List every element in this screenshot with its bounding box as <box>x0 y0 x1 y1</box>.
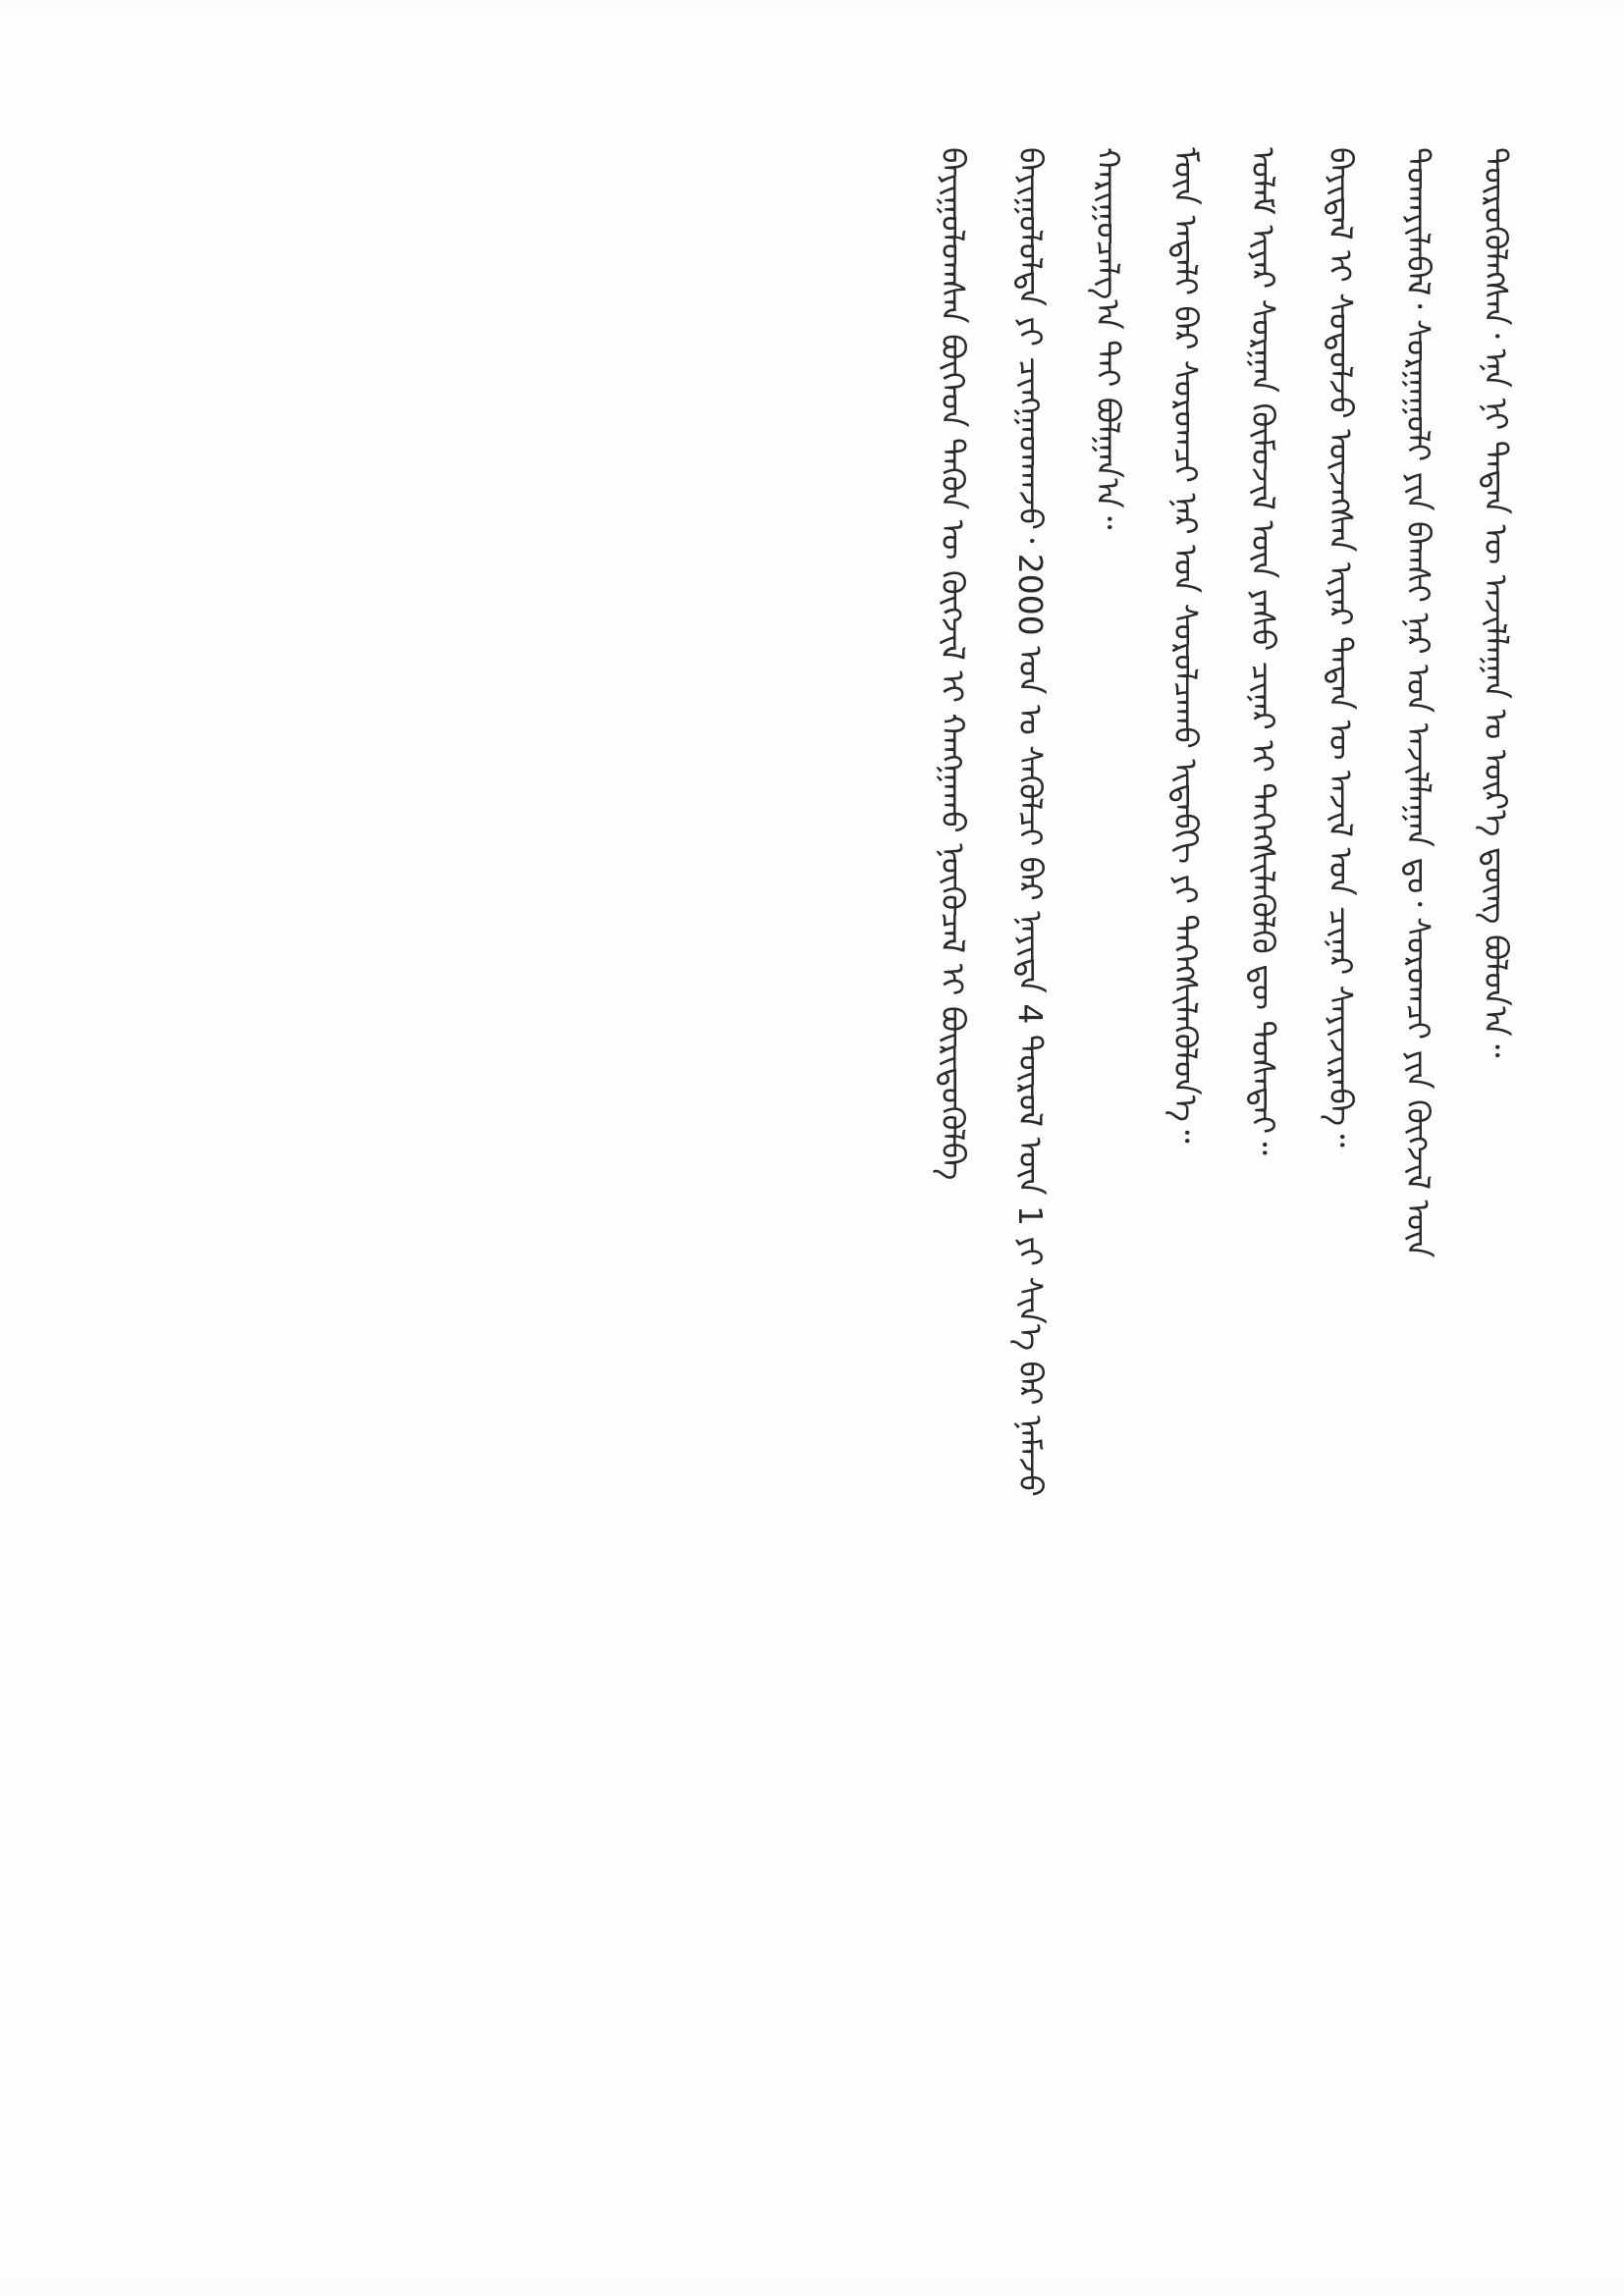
text-line-7: ᠪᠠᠶᠢᠭᠤᠯᠤᠯᠲᠠ ᠶᠢ ᠴᠢᠩᠭᠠᠳᠬᠠᠵᠤ᠂ 2000 ᠣᠨ ᠤ ᠰᠡᠭᠦᠯᠴᠢ ᠪᠡᠷ ᠨᠡᠶᠢᠲᠡ 4 ᠲᠥᠷᠥᠯ ᠦᠨ 1 ᠶᠢ ᠰᠢᠨ᠎ᠡ ᠪᠡᠷ ᠨᠡᠮᠡᠵᠦ <box>1011 147 1050 1497</box>
mongolian-text-block <box>118 147 1515 1679</box>
text-line-3: ᠪᠠᠶᠢᠳᠠᠯ ᠢ ᠰᠤᠳᠤᠯᠵᠤ ᠦᠵᠡᠭᠰᠡᠨ ᠢᠶᠡᠷ ᠲᠡᠳᠡᠨ ᠦ ᠠᠵᠢᠯ ᠤᠨ ᠴᠢᠨᠠᠷ ᠰᠠᠶᠢᠵᠢᠷᠠᠪᠠ᠃ <box>1322 147 1360 1148</box>
scan-edge-top <box>0 0 1624 27</box>
text-line-2: ᠲᠤᠬᠠᠶᠢᠯᠠᠪᠠᠯ᠂ ᠰᠤᠷᠭᠠᠭᠤᠯᠢ ᠶᠢᠨ ᠪᠠᠭᠰᠢ ᠨᠠᠷ ᠤᠨ ᠠᠵᠢᠯᠯᠠᠭᠠᠨ ᠳᠤ᠂ ᠰᠤᠷᠤᠭᠴᠢ ᠶᠢᠨ ᠬᠥᠭᠵᠢᠯ ᠦᠨ <box>1399 147 1437 1258</box>
text-line-5: ᠮᠥᠨ ᠠᠳᠠᠯᠢ ᠪᠠᠷ ᠰᠤᠷᠤᠭᠴᠢ ᠨᠠᠷ ᠤᠨ ᠰᠤᠷᠤᠯᠴᠠᠬᠤ ᠢᠳᠡᠪᠬᠢ ᠶᠢ ᠳᠡᠭᠡᠭᠰᠢᠯᠡᠭᠦᠯᠦᠨ᠎ᠡ᠃ <box>1166 147 1205 1144</box>
text-line-6: ᠬᠠᠷᠢᠭᠤᠴᠠᠯᠭ᠎ᠠ ᠲᠠᠢ ᠪᠣᠯᠭᠠᠨ᠎ᠠ᠃ <box>1089 147 1127 530</box>
text-line-1: ᠲᠦᠷᠦᠭᠦᠯᠡᠭᠰᠡᠨ᠂ ᠡᠨᠡ ᠨᠢ ᠲᠡᠳᠡᠨ ᠦ ᠠᠵᠢᠯᠯᠠᠭᠠᠨ ᠤ ᠦᠷ᠎ᠡ ᠳ᠋ᠦᠩ ᠪᠣᠯᠣᠨ᠎ᠠ᠃ <box>1477 147 1515 1058</box>
text-line-8: ᠪᠠᠶᠢᠭᠤᠯᠤᠭᠰᠠᠨ ᠪᠥᠭᠡᠳ ᠲᠡᠭᠦᠨ ᠦ ᠬᠥᠭᠵᠢᠯ ᠢ ᠬᠠᠩᠭᠠᠬᠤ ᠨᠥᠬᠥᠴᠡᠯ ᠢ ᠪᠦᠷᠢᠳᠦᠭᠦᠯᠪᠡ <box>934 147 972 1181</box>
scan-edge-bottom <box>0 2269 1624 2296</box>
text-line-4: ᠤᠯᠠᠮ ᠢᠶᠠᠷ ᠰᠤᠷᠭᠠᠨ ᠬᠥᠮᠦᠵᠢᠯ ᠦᠨ ᠶᠠᠰᠤ ᠴᠢᠨᠠᠷ ᠢ ᠳᠡᠭᠡᠭᠰᠢᠯᠡᠭᠦᠯᠬᠦ ᠳᠦ ᠲᠤᠰᠠᠲᠠᠢ᠃ <box>1244 147 1282 1155</box>
